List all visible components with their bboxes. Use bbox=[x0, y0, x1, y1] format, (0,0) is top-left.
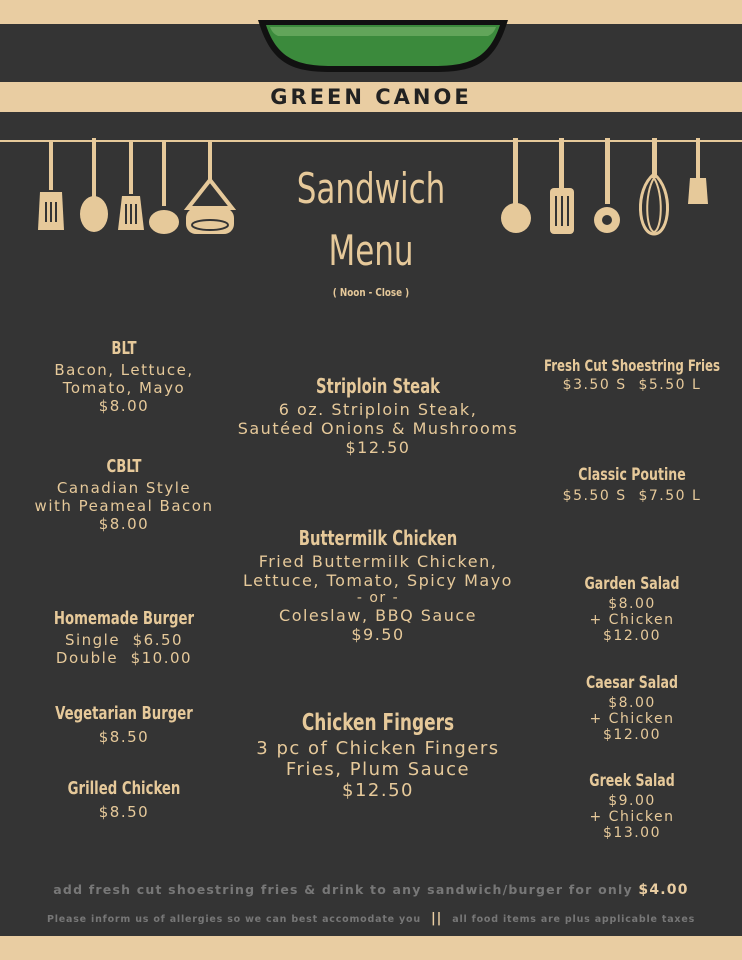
item-name: CBLT bbox=[106, 456, 142, 477]
item-name: Buttermilk Chicken bbox=[298, 526, 458, 550]
hours-note: ( Noon - Close ) bbox=[332, 286, 410, 299]
menu-title-line1: Sandwich bbox=[296, 164, 446, 213]
item-detail: + Chicken bbox=[589, 612, 675, 628]
item-detail: Bacon, Lettuce, bbox=[54, 361, 194, 379]
menu-item-classic-poutine bbox=[522, 465, 742, 504]
item-price: $9.50 bbox=[351, 625, 405, 644]
menu-item-chicken-fingers bbox=[206, 710, 550, 801]
item-name: Greek Salad bbox=[589, 771, 675, 791]
item-name: Vegetarian Burger bbox=[55, 703, 193, 724]
item-name: Striploin Steak bbox=[316, 374, 440, 398]
item-detail: + Chicken bbox=[589, 809, 675, 825]
item-detail: - or - bbox=[356, 590, 400, 606]
separator: || bbox=[431, 911, 443, 926]
allergy-note: Please inform us of allergies so we can best accomodate you bbox=[46, 914, 421, 925]
menu-item-greek-salad bbox=[522, 771, 742, 841]
menu-item-striploin-steak bbox=[206, 374, 550, 457]
item-detail: 6 oz. Striploin Steak, bbox=[278, 400, 478, 419]
addon-text: add fresh cut shoestring fries & drink to any sandwich/burger for only bbox=[53, 882, 633, 897]
item-detail: 3 pc of Chicken Fingers bbox=[256, 738, 500, 759]
item-price: $12.00 bbox=[603, 628, 661, 644]
item-detail: Lettuce, Tomato, Spicy Mayo bbox=[243, 571, 513, 590]
item-price: $12.50 bbox=[345, 438, 411, 457]
item-detail: Sautéed Onions & Mushrooms bbox=[237, 419, 519, 438]
item-detail: Canadian Style bbox=[56, 479, 192, 497]
item-price: $5.50 S $7.50 L bbox=[562, 488, 702, 504]
item-detail: with Peameal Bacon bbox=[34, 497, 214, 515]
item-name: Chicken Fingers bbox=[301, 710, 455, 736]
item-detail: Coleslaw, BBQ Sauce bbox=[279, 606, 477, 625]
canoe-logo bbox=[256, 12, 510, 78]
item-name: Classic Poutine bbox=[578, 465, 686, 485]
item-price: $8.50 bbox=[98, 803, 150, 821]
item-price: $8.50 bbox=[98, 728, 150, 746]
addon-price: $4.00 bbox=[638, 882, 689, 898]
item-detail: Tomato, Mayo bbox=[62, 379, 186, 397]
item-price: $8.00 bbox=[608, 695, 656, 711]
item-price: $8.00 bbox=[98, 515, 150, 533]
item-price: $8.00 bbox=[608, 596, 656, 612]
item-detail: + Chicken bbox=[589, 711, 675, 727]
item-name: Grilled Chicken bbox=[67, 778, 181, 799]
item-name: Garden Salad bbox=[584, 574, 680, 594]
menu-title-line2: Menu bbox=[328, 226, 414, 275]
item-price: $13.00 bbox=[603, 825, 661, 841]
item-price: $3.50 S $5.50 L bbox=[562, 377, 702, 393]
item-price: $12.50 bbox=[342, 780, 414, 801]
item-price: $12.00 bbox=[603, 727, 661, 743]
item-name: Fresh Cut Shoestring Fries bbox=[543, 356, 721, 375]
item-price: $9.00 bbox=[608, 793, 656, 809]
item-detail: Fried Buttermilk Chicken, bbox=[258, 552, 498, 571]
item-price: Single $6.50 bbox=[64, 631, 184, 649]
rubber-spatula-icon bbox=[688, 138, 708, 204]
allergy-tax-note bbox=[0, 911, 742, 926]
item-detail: Fries, Plum Sauce bbox=[285, 759, 471, 780]
menu-item-shoestring-fries bbox=[522, 356, 742, 393]
menu-item-caesar-salad bbox=[522, 673, 742, 743]
menu-item-cblt bbox=[0, 456, 248, 533]
tax-note: all food items are plus applicable taxes bbox=[452, 914, 696, 925]
addon-offer bbox=[0, 882, 742, 898]
item-price: $8.00 bbox=[98, 397, 150, 415]
spatula-icon bbox=[38, 140, 64, 230]
item-price: Double $10.00 bbox=[55, 649, 193, 667]
brand-name: GREEN CANOE bbox=[270, 85, 472, 109]
item-name: Caesar Salad bbox=[586, 673, 678, 693]
item-name: Homemade Burger bbox=[53, 608, 195, 629]
menu-item-buttermilk-chicken bbox=[206, 526, 550, 644]
bottom-band bbox=[0, 936, 742, 960]
item-name: BLT bbox=[111, 338, 137, 359]
menu-item-garden-salad bbox=[522, 574, 742, 644]
